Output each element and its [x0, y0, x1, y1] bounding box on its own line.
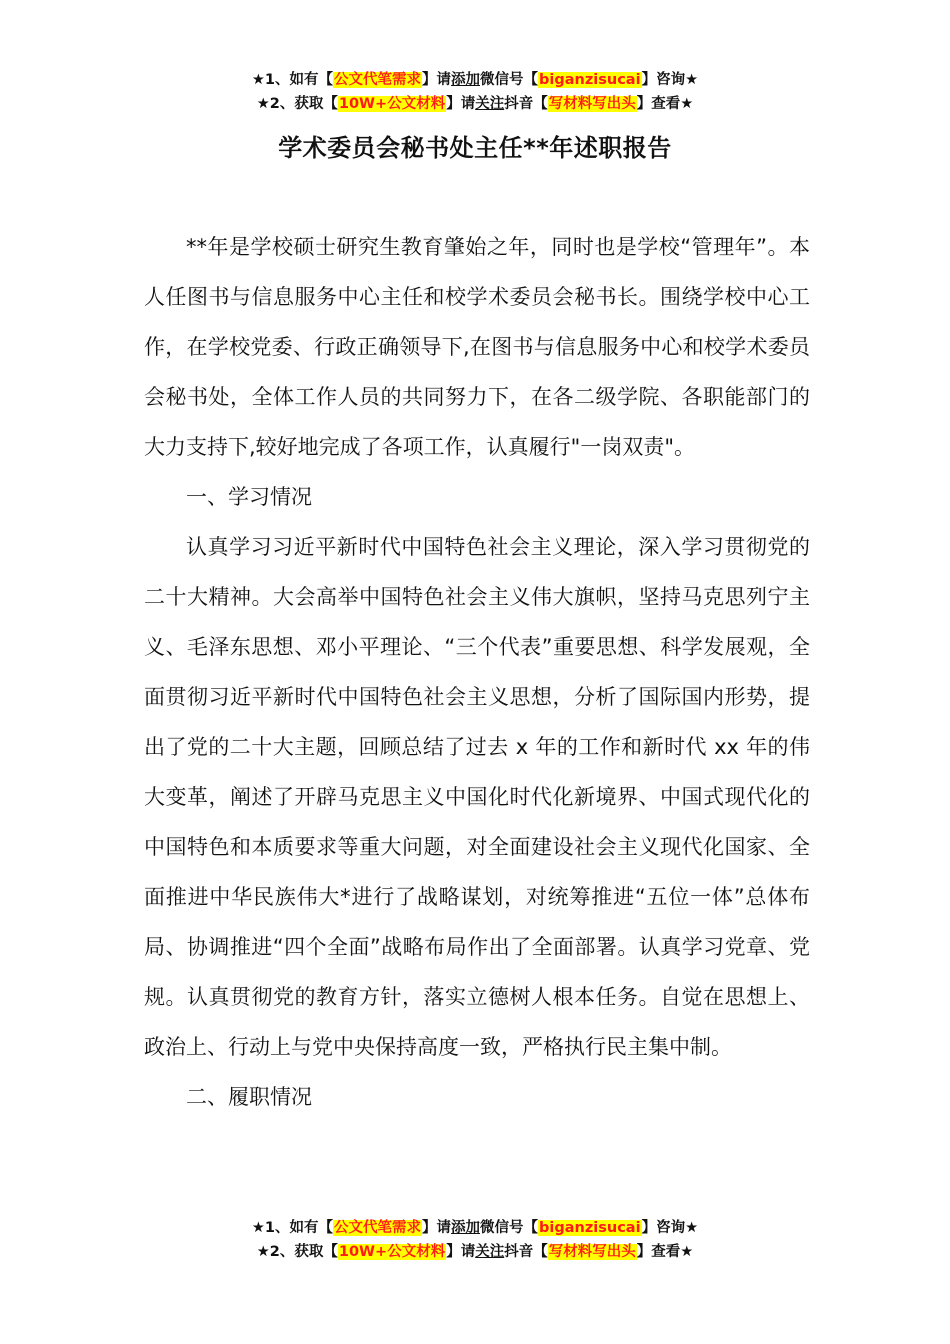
promo-highlight: 10W+公文材料 — [338, 1244, 446, 1260]
promo-emphasis: 添加 — [451, 72, 481, 88]
promo-text: 】查看★ — [636, 96, 694, 112]
promo-line-2 — [0, 92, 950, 116]
promo-text: 】查看★ — [636, 1244, 694, 1260]
section-heading-duties: 二、履职情况 — [186, 1085, 312, 1109]
promo-text: ★1、如有【 — [251, 1220, 334, 1236]
promo-highlight: 公文代笔需求 — [334, 1220, 422, 1236]
promo-emphasis: 添加 — [451, 1220, 481, 1236]
promo-text: ★1、如有【 — [251, 72, 334, 88]
promo-highlight: 公文代笔需求 — [334, 72, 422, 88]
promo-highlight: biganzisucai — [539, 1220, 641, 1236]
promo-line-1 — [0, 68, 950, 92]
promo-text: 】请 — [422, 1220, 452, 1236]
promo-highlight: 写材料写出头 — [548, 96, 636, 112]
promo-banner-top — [0, 68, 950, 116]
promo-text: ★2、获取【 — [256, 1244, 338, 1260]
promo-text: 微信号【 — [480, 72, 539, 88]
paragraph-intro: **年是学校硕士研究生教育肇始之年，同时也是学校“管理年”。本人任图书与信息服务中心主任和校学术委员会秘书长。围绕学校中心工作，在学校党委、行政正确领导下,在图书与信息服务中心和校学术委员会秘书处，全体工作人员的共同努力下，在各二级学院、各职能部门的大力支持下,较好地完成了各项工作，认真履行"一岗双责"。 — [144, 235, 810, 459]
promo-text: 】请 — [446, 96, 476, 112]
promo-line-2 — [0, 1240, 950, 1264]
promo-text: 】咨询★ — [641, 1220, 699, 1236]
promo-highlight: 10W+公文材料 — [338, 96, 446, 112]
promo-text: 抖音【 — [504, 96, 548, 112]
promo-text: 】请 — [446, 1244, 476, 1260]
promo-text: 】请 — [422, 72, 452, 88]
paragraph-study: 认真学习习近平新时代中国特色社会主义理论，深入学习贯彻党的二十大精神。大会高举中国特色社会主义伟大旗帜，坚持马克思列宁主义、毛泽东思想、邓小平理论、“三个代表”重要思想、科学发展观，全面贯彻习近平新时代中国特色社会主义思想，分析了国际国内形势，提出了党的二十大主题，回顾总结了过去 x 年的工作和新时代 xx 年的伟大变革，阐述了开辟马克思主义中国化时代化新境界、中国式现代化的中国特色和本质要求等重大问题，对全面建设社会主义现代化国家、全面推进中华民族伟大*进行了战略谋划，对统筹推进“五位一体”总体布局、协调推进“四个全面”战略布局作出了全面部署。认真学习党章、党规。认真贯彻党的教育方针，落实立德树人根本任务。自觉在思想上、政治上、行动上与党中央保持高度一致，严格执行民主集中制。 — [144, 535, 810, 1059]
promo-banner-bottom — [0, 1216, 950, 1264]
promo-emphasis: 关注 — [475, 96, 505, 112]
promo-line-1 — [0, 1216, 950, 1240]
promo-emphasis: 关注 — [475, 1244, 505, 1260]
document-title: 学术委员会秘书处主任**年述职报告 — [278, 134, 672, 162]
promo-text: 抖音【 — [504, 1244, 548, 1260]
promo-text: 】咨询★ — [641, 72, 699, 88]
section-heading-study: 一、学习情况 — [186, 485, 312, 509]
promo-text: 微信号【 — [480, 1220, 539, 1236]
promo-highlight: biganzisucai — [539, 72, 641, 88]
document-body — [144, 222, 810, 1122]
promo-highlight: 写材料写出头 — [548, 1244, 636, 1260]
promo-text: ★2、获取【 — [256, 96, 338, 112]
